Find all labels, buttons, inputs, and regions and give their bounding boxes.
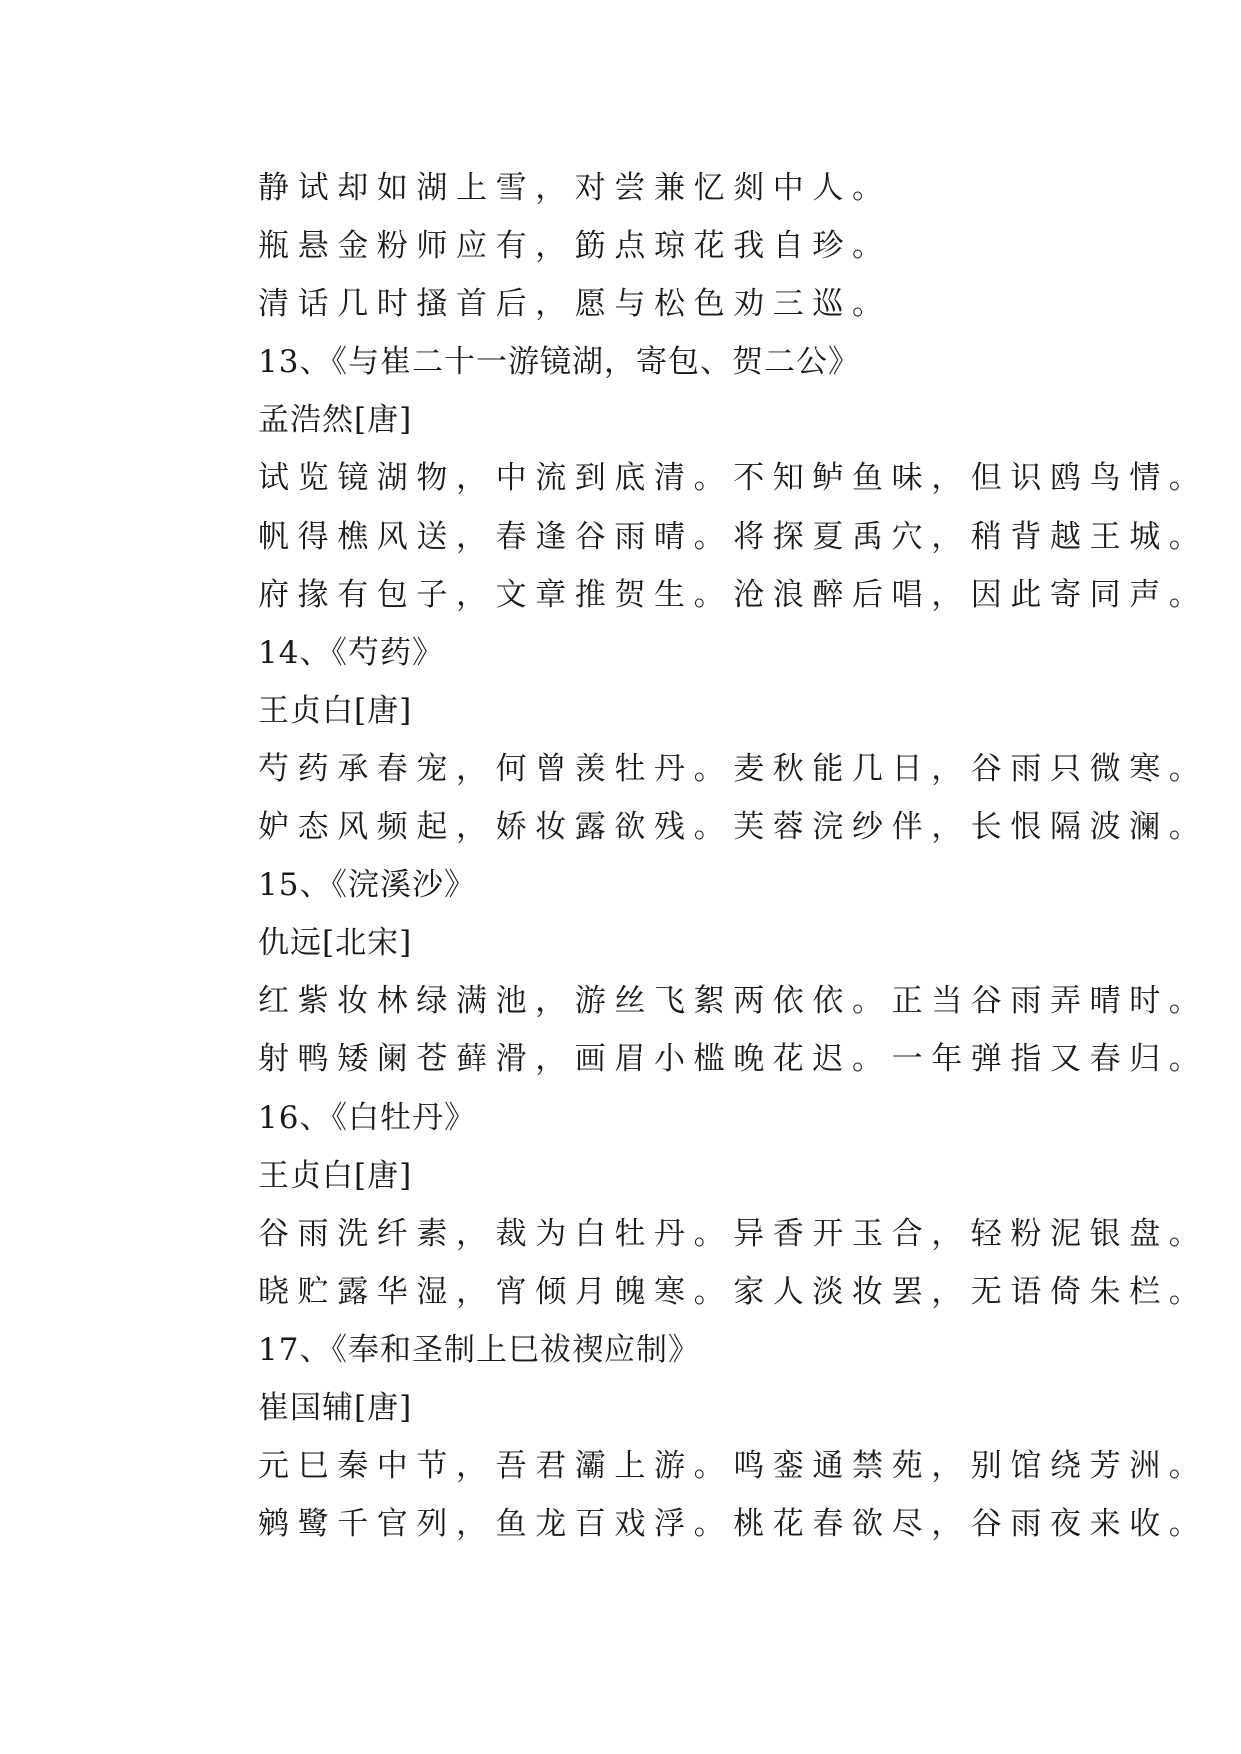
verse-line: 谷雨洗纤素，裁为白牡丹。异香开玉合，轻粉泥银盘。 [258, 1215, 1209, 1252]
verse-line: 府掾有包子，文章推贺生。沧浪醉后唱，因此寄同声。 [258, 576, 1209, 613]
verse-line: 瓶悬金粉师应有，筯点琼花我自珍。 [258, 228, 892, 265]
verse-line: 清话几时搔首后，愿与松色劝三巡。 [258, 286, 892, 323]
verse-line: 芍药承春宠，何曾羡牡丹。麦秋能几日，谷雨只微寒。 [258, 750, 1209, 787]
poem-author: 王贞白[唐] [258, 692, 413, 729]
poem-title: 14、《芍药》 [258, 634, 444, 671]
poem-author: 王贞白[唐] [258, 1157, 413, 1194]
verse-line: 试览镜湖物，中流到底清。不知鲈鱼味，但识鸥鸟情。 [258, 460, 1209, 497]
poem-title: 13、《与崔二十一游镜湖，寄包、贺二公》 [258, 344, 860, 381]
poem-text-body [258, 159, 1209, 1553]
poem-title: 15、《浣溪沙》 [258, 867, 476, 904]
verse-line: 红紫妆林绿满池，游丝飞絮两依依。正当谷雨弄晴时。 [258, 983, 1209, 1020]
poem-title: 17、《奉和圣制上巳祓禊应制》 [258, 1331, 700, 1368]
poem-title: 16、《白牡丹》 [258, 1099, 476, 1136]
verse-line: 帆得樵风送，春逢谷雨晴。将探夏禹穴，稍背越王城。 [258, 518, 1209, 555]
verse-line: 射鸭矮阑苍藓滑，画眉小槛晚花迟。一年弹指又春归。 [258, 1041, 1209, 1078]
poem-author: 仇远[北宋] [258, 925, 413, 962]
verse-line: 妒态风频起，娇妆露欲残。芙蓉浣纱伴，长恨隔波澜。 [258, 809, 1209, 846]
verse-line: 静试却如湖上雪，对尝兼忆剡中人。 [258, 170, 892, 206]
verse-line: 晓贮露华湿，宵倾月魄寒。家人淡妆罢，无语倚朱栏。 [258, 1273, 1209, 1310]
poem-author: 孟浩然[唐] [258, 402, 413, 439]
poem-author: 崔国辅[唐] [258, 1389, 413, 1426]
verse-line: 鹓鹭千官列，鱼龙百戏浮。桃花春欲尽，谷雨夜来收。 [258, 1506, 1209, 1543]
verse-line: 元巳秦中节，吾君灞上游。鸣銮通禁苑，别馆绕芳洲。 [258, 1448, 1209, 1485]
